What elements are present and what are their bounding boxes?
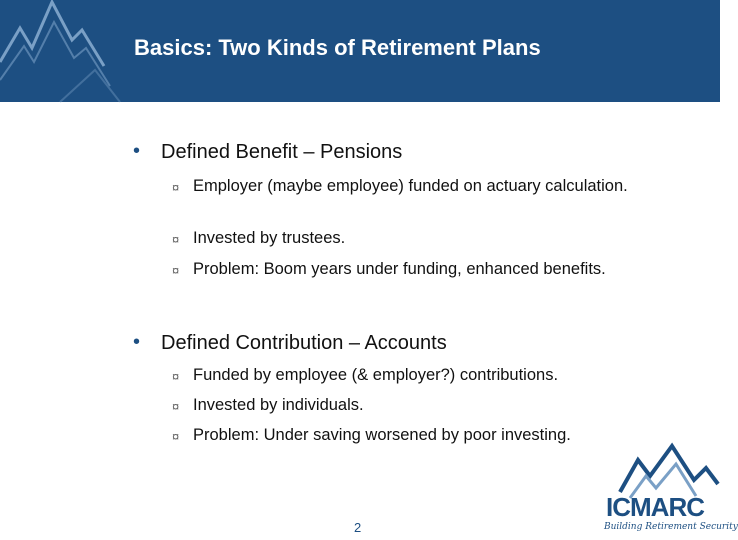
logo-rc: RC xyxy=(668,492,704,522)
logo-mountain-icon xyxy=(590,440,718,500)
logo-tagline: Building Retirement Security xyxy=(604,522,738,532)
logo-icma: ICMA xyxy=(606,492,669,522)
page-title: Basics: Two Kinds of Retirement Plans xyxy=(134,35,541,60)
icmarc-logo xyxy=(590,440,738,538)
list-item: Employer (maybe employee) funded on actuary calculation. xyxy=(193,177,628,195)
sub-bullet: ¤ xyxy=(172,369,180,384)
page-number: 2 xyxy=(354,520,362,535)
sub-bullet: ¤ xyxy=(172,429,180,444)
title-bar xyxy=(0,0,720,102)
bullet: • xyxy=(133,331,141,353)
list-item: Invested by individuals. xyxy=(193,396,364,414)
list-item: Problem: Under saving worsened by poor investing. xyxy=(193,426,571,444)
sub-bullet: ¤ xyxy=(172,180,180,195)
section-heading: Defined Contribution – Accounts xyxy=(161,332,447,354)
sub-bullet: ¤ xyxy=(172,263,180,278)
list-item: Problem: Boom years under funding, enhanced benefits. xyxy=(193,260,606,278)
section-heading: Defined Benefit – Pensions xyxy=(161,141,403,163)
list-item: Invested by trustees. xyxy=(193,229,346,247)
bullet: • xyxy=(133,140,141,162)
sub-bullet: ¤ xyxy=(172,232,180,247)
sub-bullet: ¤ xyxy=(172,399,180,414)
list-item: Funded by employee (& employer?) contributions. xyxy=(193,366,559,384)
logo-wordmark xyxy=(606,492,704,523)
